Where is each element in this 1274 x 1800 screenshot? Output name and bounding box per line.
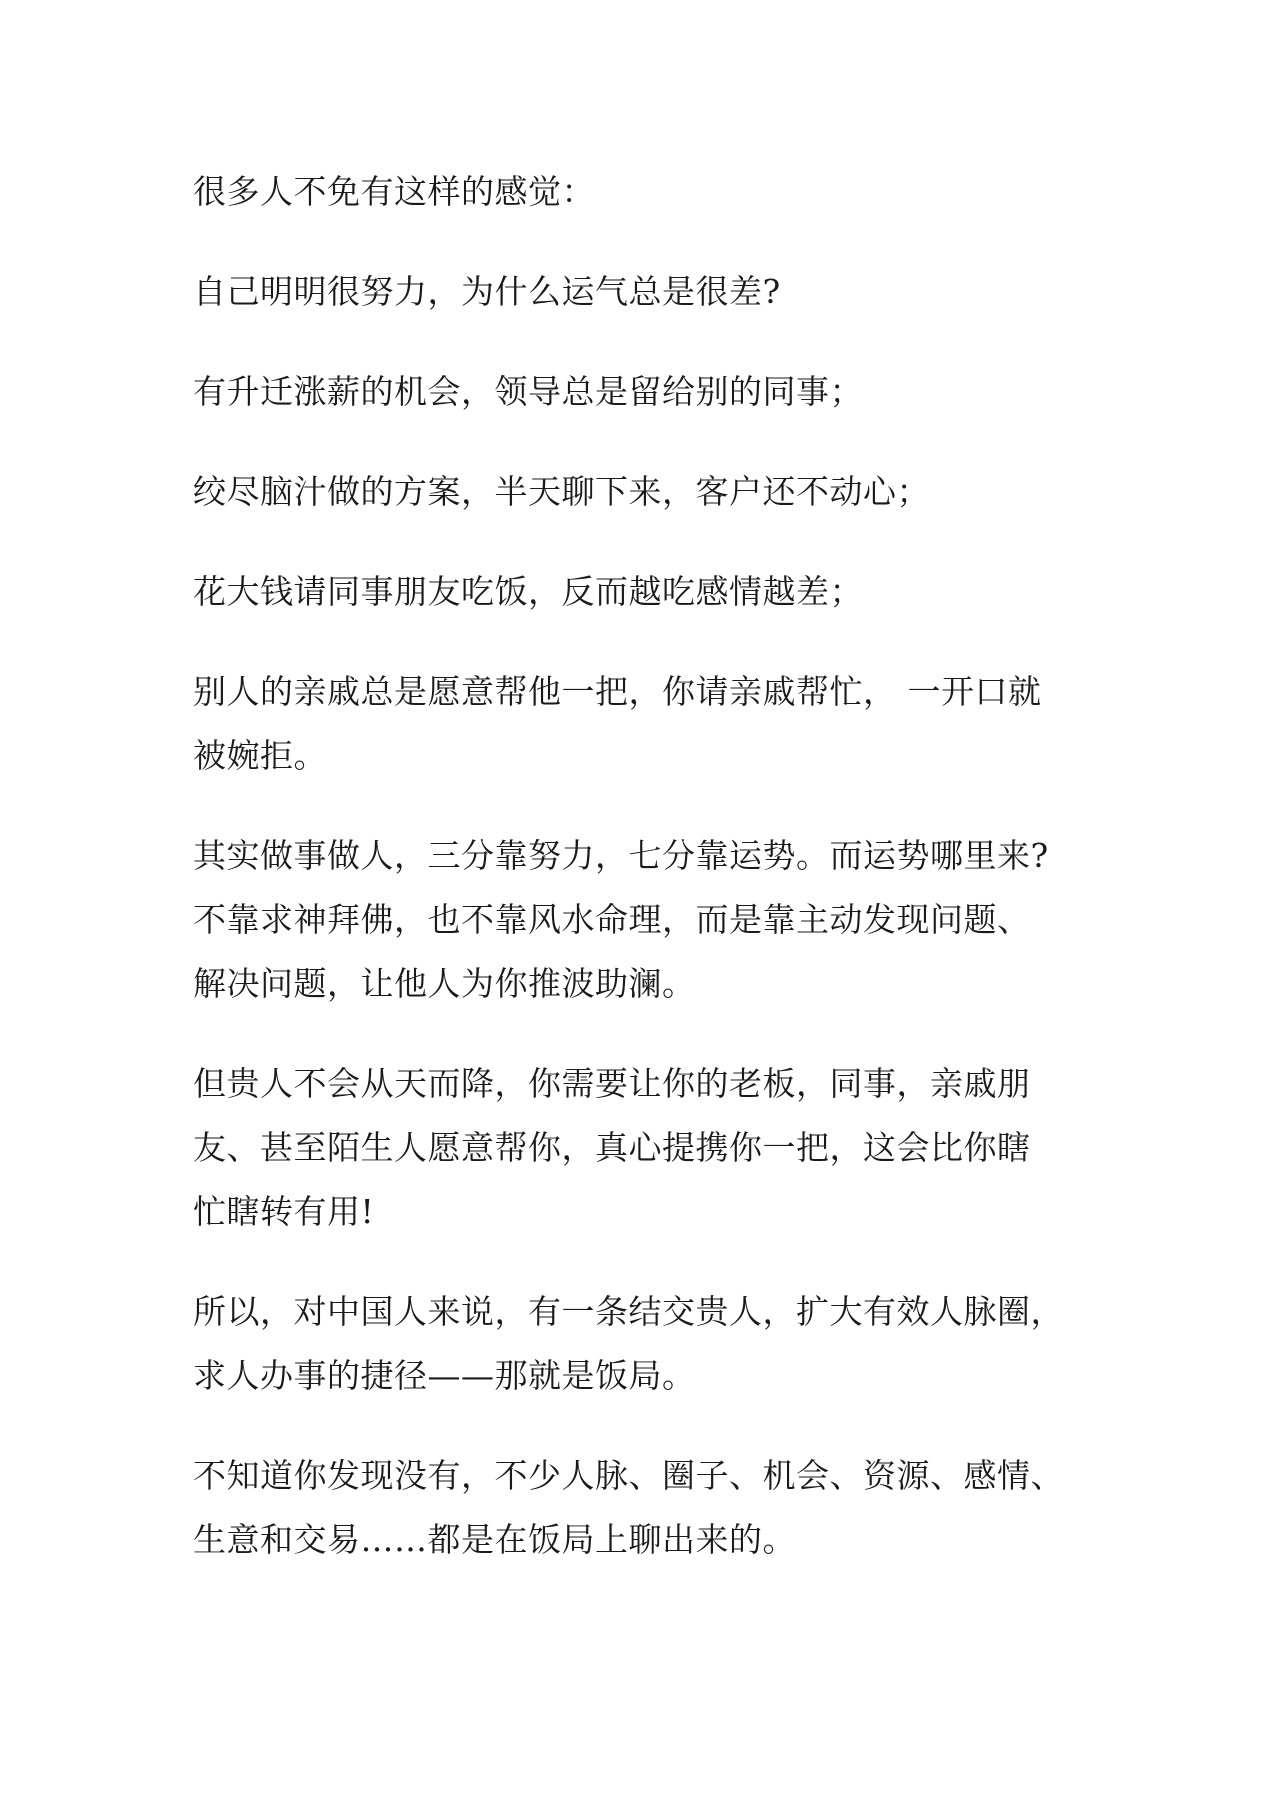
paragraph-1: 很多人不免有这样的感觉： xyxy=(193,172,595,211)
paragraph-8: 但贵人不会从天而降，你需要让你的老板，同事，亲戚朋 友、甚至陌生人愿意帮你，真心提携你一把，这会比你瞎 忙瞎转有用! xyxy=(193,1064,1031,1231)
paragraph-9: 所以，对中国人来说，有一条结交贵人，扩大有效人脉圈， 求人办事的捷径——那就是饭局。 xyxy=(193,1292,1064,1395)
paragraph-4: 绞尽脑汁做的方案，半天聊下来，客户还不动心； xyxy=(193,472,930,511)
paragraph-2: 自己明明很努力，为什么运气总是很差? xyxy=(193,272,781,311)
document-body xyxy=(193,160,1093,1608)
paragraph-10: 不知道你发现没有，不少人脉、圈子、机会、资源、感情、 生意和交易……都是在饭局上聊出来的。 xyxy=(193,1456,1064,1559)
paragraph-6: 别人的亲戚总是愿意帮他一把，你请亲戚帮忙， 一开口就 被婉拒。 xyxy=(193,672,1042,775)
paragraph-5: 花大钱请同事朋友吃饭，反而越吃感情越差； xyxy=(193,572,863,611)
paragraph-3: 有升迁涨薪的机会，领导总是留给别的同事； xyxy=(193,372,863,411)
paragraph-7: 其实做事做人，三分靠努力，七分靠运势。而运势哪里来? 不靠求神拜佛，也不靠风水命理，而是靠主动发现问题、 解决问题，让他人为你推波助澜。 xyxy=(193,836,1049,1003)
